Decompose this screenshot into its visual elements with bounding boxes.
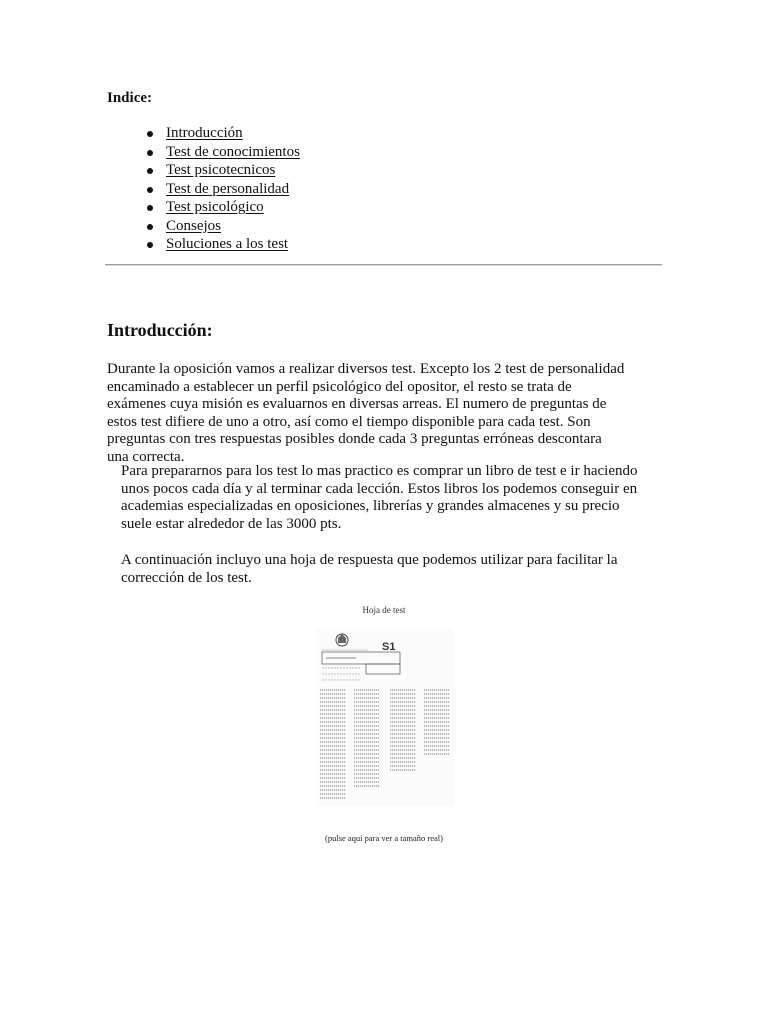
table-of-contents: [107, 124, 300, 254]
bullet-icon: [147, 205, 153, 211]
toc-link-psicotecnicos[interactable]: Test psicotecnicos: [166, 162, 276, 178]
toc-link-psicologico[interactable]: Test psicológico: [166, 199, 264, 215]
bullet-icon: [147, 150, 153, 156]
intro-paragraph-3: A continuación incluyo una hoja de respuesta que podemos utilizar para facilitar la corrección de los test.: [121, 552, 618, 586]
figure-caption: Hoja de test: [362, 605, 406, 615]
horizontal-divider: [105, 264, 662, 266]
answer-sheet-thumbnail[interactable]: [316, 628, 454, 806]
intro-paragraph-1: Durante la oposición vamos a realizar diversos test. Excepto los 2 test de personalidad encaminado a establecer un perfil psicológico del opositor, el resto se trata de exámenes cuya misión es evaluarnos en diversas arreas. El numero de preguntas de estos test difiere de uno a otro, así como el tiempo disponible para cada test. Son preguntas con tres respuestas posibles donde cada 3 preguntas erróneas descontara una correcta.: [107, 361, 625, 465]
toc-item: [107, 161, 300, 180]
bullet-icon: [147, 224, 153, 230]
toc-item: [107, 124, 300, 143]
toc-item: [107, 198, 300, 217]
section-heading-introduccion: Introducción:: [107, 320, 213, 340]
toc-item: [107, 143, 300, 162]
sheet-background: [316, 628, 454, 806]
bullet-icon: [147, 242, 153, 248]
toc-link-personalidad[interactable]: Test de personalidad: [166, 180, 290, 197]
sheet-code: S1: [382, 641, 396, 653]
bullet-icon: [147, 187, 153, 193]
toc-link-consejos[interactable]: Consejos: [166, 217, 222, 234]
toc-link-introduccion[interactable]: Introducción: [166, 125, 243, 141]
bullet-icon: [147, 131, 153, 137]
intro-paragraph-2: Para prepararnos para los test lo mas practico es comprar un libro de test e ir haciendo unos pocos cada día y al terminar cada lección. Estos libros los podemos conseguir en academias especializadas en oposiciones, librerías y grandes almacenes y su precio suele estar alrededor de las 3000 pts.: [121, 463, 638, 532]
toc-item: [107, 217, 300, 236]
bullet-icon: [147, 168, 153, 174]
toc-link-conocimientos[interactable]: Test de conocimientos: [166, 143, 300, 160]
toc-item: [107, 180, 300, 199]
toc-link-soluciones[interactable]: Soluciones a los test: [166, 236, 289, 252]
full-size-link[interactable]: (pulse aquí para ver a tamaño real): [325, 833, 443, 843]
index-title: Indice:: [107, 90, 152, 106]
toc-item: [107, 235, 300, 254]
